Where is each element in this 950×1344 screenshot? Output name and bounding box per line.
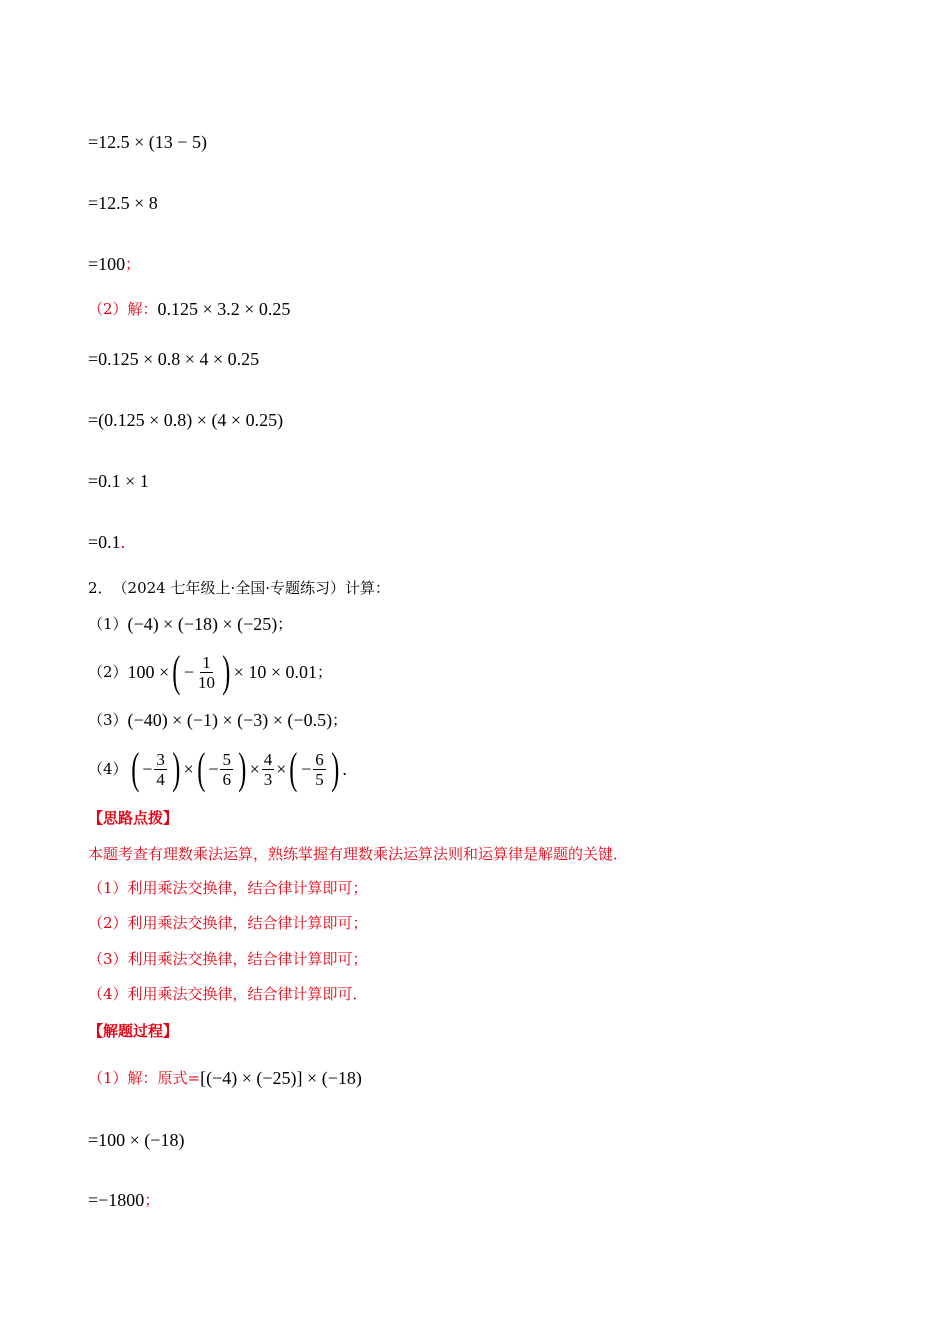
- solution-math: =−1800: [88, 1190, 145, 1210]
- part-end: ；: [277, 615, 293, 633]
- part-math: (−40) × (−1) × (−3) × (−0.5): [127, 710, 333, 730]
- fraction: [262, 750, 275, 789]
- part-label: （2）: [88, 663, 128, 681]
- hint-heading: 【思路点拨】: [88, 809, 179, 827]
- times-sign: ×: [276, 759, 287, 779]
- problem-2-part-3: [88, 708, 347, 732]
- problem-source: （2024 七年级上·全国·专题练习）: [112, 579, 346, 597]
- part-end: ；: [332, 711, 348, 729]
- right-paren: ): [222, 647, 231, 696]
- part-pre: 100 ×: [127, 662, 170, 682]
- line-3-punct: ；: [125, 255, 141, 273]
- numerator: 5: [222, 749, 231, 769]
- fraction: [313, 750, 326, 789]
- problem-2-part-4: [88, 745, 347, 793]
- line-5: =0.125 × 0.8 × 4 × 0.25: [88, 349, 260, 369]
- part-math: (−4) × (−18) × (−25): [127, 614, 278, 634]
- hint-item-3: （3）利用乘法交换律，结合律计算即可；: [88, 950, 368, 968]
- solution-step-2: =100 × (−18): [88, 1130, 185, 1150]
- fraction: [196, 653, 217, 692]
- right-paren: ): [238, 744, 247, 793]
- denominator: 4: [156, 769, 165, 789]
- numerator: 4: [263, 749, 273, 769]
- line-1: =12.5 × (13 − 5): [88, 132, 207, 152]
- right-paren: ): [331, 744, 340, 793]
- numerator: 1: [202, 652, 211, 672]
- solution-label: （1）解：原式=: [88, 1069, 201, 1087]
- part-label: （4）: [88, 760, 128, 778]
- numerator: 3: [156, 749, 165, 769]
- part-label: （1）: [88, 615, 128, 633]
- part-post: × 10 × 0.01: [233, 662, 317, 682]
- hint-item-4: （4）利用乘法交换律，结合律计算即可．: [88, 985, 368, 1003]
- denominator: 3: [263, 769, 273, 789]
- hint-item-2: （2）利用乘法交换律，结合律计算即可；: [88, 914, 368, 932]
- minus-sign: −: [183, 662, 195, 682]
- line-7: =0.1 × 1: [88, 471, 149, 491]
- problem-number: 2．: [88, 579, 113, 597]
- fraction: [220, 750, 233, 789]
- solution-step-1: [88, 1066, 362, 1090]
- problem-prompt: 计算：: [345, 579, 391, 597]
- solution-step-3: [88, 1188, 159, 1212]
- fraction: [154, 750, 167, 789]
- problem-2-part-1: [88, 612, 292, 636]
- part-end: ；: [316, 663, 332, 681]
- line-2: =12.5 × 8: [88, 193, 158, 213]
- line-4: [88, 297, 290, 321]
- solution-heading: 【解题过程】: [88, 1022, 179, 1040]
- denominator: 10: [198, 672, 216, 692]
- left-paren: (: [196, 744, 206, 793]
- problem-2-part-2: [88, 648, 332, 696]
- left-paren: (: [172, 647, 181, 696]
- line-6: =(0.125 × 0.8) × (4 × 0.25): [88, 410, 284, 430]
- line-4-label: （2）解：: [88, 300, 158, 318]
- minus-sign: −: [208, 759, 219, 779]
- numerator: 6: [315, 749, 324, 769]
- times-sign: ×: [249, 759, 260, 779]
- line-4-math: 0.125 × 3.2 × 0.25: [157, 299, 291, 319]
- denominator: 5: [315, 769, 324, 789]
- line-8-punct: .: [120, 532, 126, 552]
- solution-math: [(−4) × (−25)] × (−18): [200, 1068, 362, 1088]
- part-label: （3）: [88, 711, 128, 729]
- line-3-math: =100: [88, 254, 126, 274]
- line-8-math: =0.1: [88, 532, 121, 552]
- left-paren: (: [289, 744, 298, 793]
- line-8: [88, 530, 125, 554]
- hint-summary: 本题考查有理数乘法运算，熟练掌握有理数乘法运算法则和运算律是解题的关键．: [88, 845, 629, 863]
- hint-item-1: （1）利用乘法交换律，结合律计算即可；: [88, 879, 368, 897]
- part-end: .: [342, 759, 347, 779]
- solution-punct: ；: [144, 1191, 160, 1209]
- right-paren: ): [172, 744, 181, 793]
- left-paren: (: [130, 744, 139, 793]
- minus-sign: −: [142, 759, 153, 779]
- problem-2-header: [88, 576, 390, 600]
- line-3: [88, 252, 140, 276]
- denominator: 6: [222, 769, 231, 789]
- times-sign: ×: [183, 759, 194, 779]
- minus-sign: −: [301, 759, 312, 779]
